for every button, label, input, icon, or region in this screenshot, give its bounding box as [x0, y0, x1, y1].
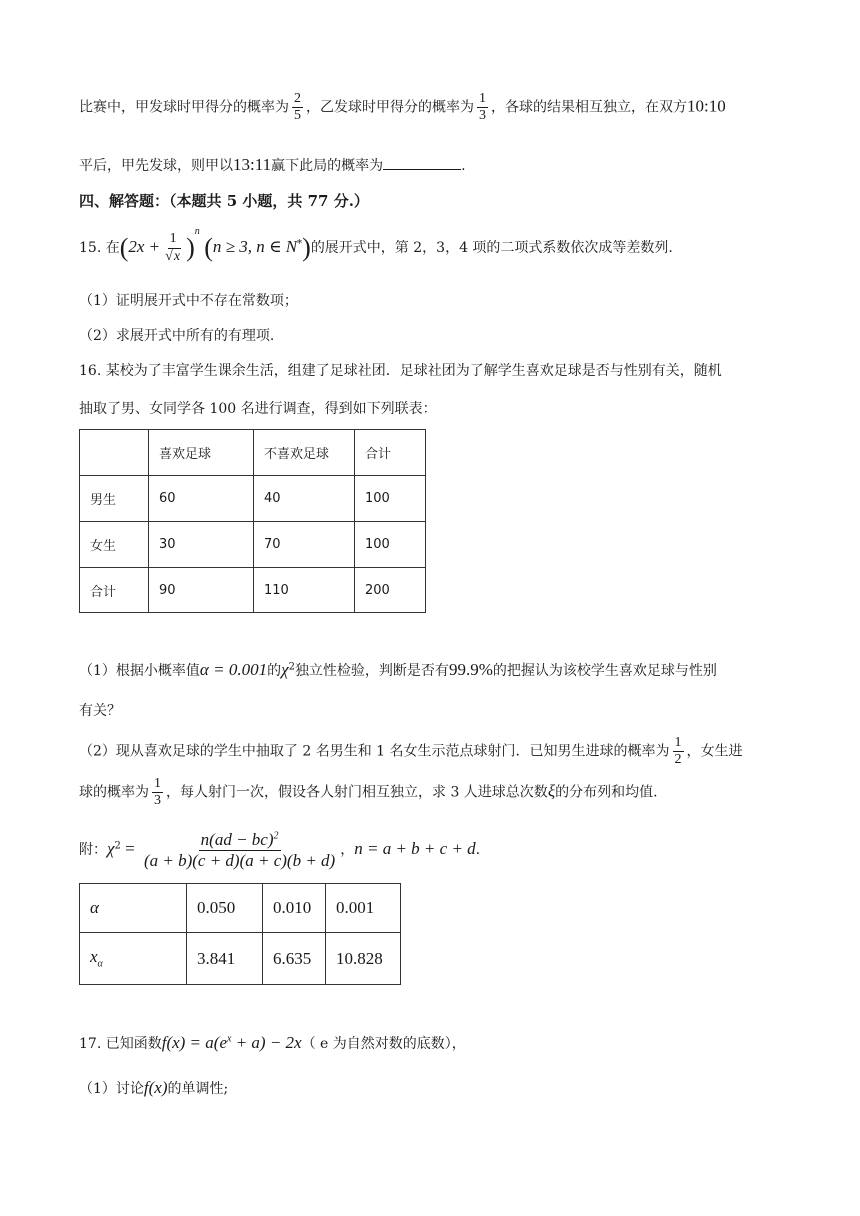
question-16-part-2: （2）现从喜欢足球的学生中抽取了 2 名男生和 1 名女生示范点球射门．已知男生进球的概率为 $\frac{1}{2}$ ，女生进: [79, 735, 743, 768]
section-heading: 四、解答题：（本题共 5 小题，共 77 分.）: [79, 192, 369, 210]
question-15-stem: 15. 在(2x + $\frac{1}{√x}$ )$^n$ (n ≥ 3, n ∈ N*)的展开式中，第 2，3，4 项的二项式系数依次成等差数列.: [79, 226, 673, 264]
score-13-11: 13:11: [233, 155, 272, 174]
question-15-part-2: （2）求展开式中所有的有理项.: [79, 328, 275, 344]
fraction-2-5: $\frac{2}{5}$: [294, 91, 301, 124]
question-16-line-1: 16. 某校为了丰富学生课余生活，组建了足球社团．足球社团为了解学生喜欢足球是否与性别有关，随机: [79, 363, 722, 379]
critical-value-table: α 0.050 0.010 0.001 $x_\alpha$ 3.841 6.635 10.828: [79, 883, 401, 985]
score-10-10: 10:10: [687, 96, 726, 116]
contingency-table: 喜欢足球 不喜欢足球 合计 男生 60 40 100 女生 30 70 100 合计 90 110 200: [79, 429, 426, 613]
question-17-stem: 17. 已知函数$f(x) = a(e^x + a) - 2x$（ e 为自然对数的底数），: [79, 1033, 466, 1052]
answer-blank: [383, 155, 461, 170]
chi-square-formula: 附：$\chi^2$ = $\frac{n(ad - bc)^2}{(a + b)(c + d)(a + c)(b + d)}$ ，n = a + b + c + d.: [79, 830, 481, 870]
question-16-part-2-cont: 球的概率为 $\frac{1}{3}$ ，每人射门一次，假设各人射门相互独立，求 3 人进球总次数ξ的分布列和均值.: [79, 776, 658, 809]
fraction-1-3: $\frac{1}{3}$: [479, 91, 486, 124]
question-17-part-1: （1）讨论f(x)的单调性;: [79, 1078, 229, 1097]
question-15-part-1: （1）证明展开式中不存在常数项；: [79, 293, 298, 309]
question-16-line-2: 抽取了男、女同学各 100 名进行调查，得到如下列联表：: [79, 401, 437, 417]
question-16-part-1: （1）根据小概率值α = 0.001的$\chi^2$独立性检验，判断是否有99.9%的把握认为该校学生喜欢足球与性别: [79, 660, 717, 679]
problem-text-line-1: 比赛中，甲发球时甲得分的概率为 $\frac{2}{5}$ ，乙发球时甲得分的概率为 $\frac{1}{3}$ ，各球的结果相互独立，在双方10:10: [79, 91, 726, 124]
problem-text-line-2: 平后，甲先发球，则甲以13:11赢下此局的概率为 .: [79, 155, 466, 174]
question-16-part-1-cont: 有关？: [79, 703, 121, 719]
